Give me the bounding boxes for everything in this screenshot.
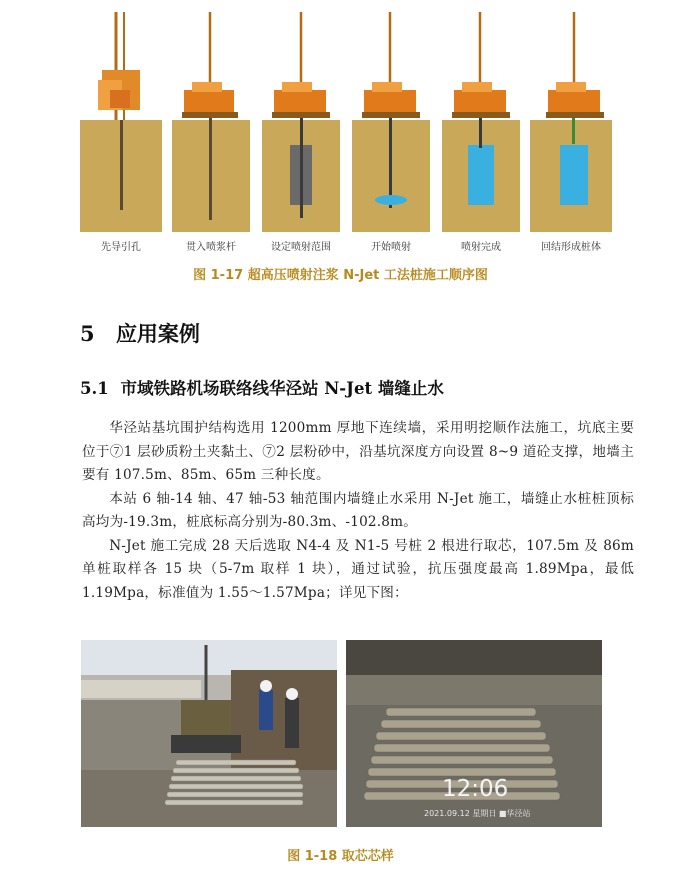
step-label-3: 设定喷射范围 bbox=[271, 242, 331, 253]
jetting-complete-illustration bbox=[442, 0, 520, 240]
step-label-1: 先导引孔 bbox=[101, 242, 141, 253]
drill-rod-insertion-illustration bbox=[172, 0, 250, 240]
set-jet-range-illustration bbox=[262, 0, 340, 240]
subsection-number: 5.1 bbox=[80, 379, 109, 398]
subsection-title: 市域铁路机场联络线华泾站 N-Jet 墙缝止水 bbox=[120, 379, 444, 398]
start-jetting-illustration bbox=[352, 0, 430, 240]
section-heading bbox=[80, 318, 200, 348]
figure-caption-1-17: 图 1-17 超高压喷射注浆 N-Jet 工法桩施工顺序图 bbox=[193, 268, 488, 283]
step-panel-3 bbox=[262, 0, 340, 258]
section-number: 5 bbox=[80, 321, 95, 346]
figure-caption-1-18: 图 1-18 取芯芯样 bbox=[287, 849, 394, 864]
step-panel-2 bbox=[172, 0, 250, 258]
pilot-hole-illustration bbox=[80, 0, 162, 240]
subsection-heading bbox=[80, 375, 444, 399]
photo-time-overlay: 12:06 bbox=[442, 776, 509, 802]
step-label-5: 喷射完成 bbox=[461, 242, 501, 253]
step-label-4: 开始喷射 bbox=[371, 242, 411, 253]
site-photo-left bbox=[81, 640, 337, 827]
step-panel-4 bbox=[352, 0, 430, 258]
step-panel-1 bbox=[80, 0, 162, 258]
step-panel-6 bbox=[530, 0, 612, 258]
paragraph-2: 本站 6 轴-14 轴、47 轴-53 轴范围内墙缝止水采用 N-Jet 施工，墙缝止水桩桩顶标高均为-19.3m，桩底标高分别为-80.3m、-102.8m。 bbox=[82, 490, 634, 530]
step-label-6: 回结形成桩体 bbox=[541, 242, 601, 253]
paragraph-3: N-Jet 施工完成 28 天后选取 N4-4 及 N1-5 号桩 2 根进行取芯，107.5m 及 86m 单桩取样各 15 块（5-7m 取样 1 块），通过试验，抗压强度最高 1.89Mpa，最低 1.19Mpa，标准值为 1.55～1.57Mpa；详见下图： bbox=[82, 537, 634, 601]
construction-sequence-figure bbox=[0, 0, 681, 260]
body-text bbox=[82, 417, 634, 605]
core-samples-photo-right bbox=[346, 640, 602, 827]
paragraph-1: 华泾站基坑围护结构选用 1200mm 厚地下连续墙，采用明挖顺作法施工，坑底主要位于⑦1 层砂质粉土夹黏土、⑦2 层粉砂中，沿基坑深度方向设置 8~9 道砼支撑，地墙主要有 107.5m、85m、65m 三种长度。 bbox=[82, 420, 634, 483]
section-title: 应用案例 bbox=[115, 321, 200, 346]
step-label-2: 贯入喷浆杆 bbox=[186, 242, 236, 253]
pile-formed-illustration bbox=[530, 0, 612, 240]
photo-date-overlay: 2021.09.12 星期日 ■华泾站 bbox=[424, 809, 531, 818]
drilling-site-image bbox=[81, 640, 337, 827]
step-panel-5 bbox=[442, 0, 520, 258]
